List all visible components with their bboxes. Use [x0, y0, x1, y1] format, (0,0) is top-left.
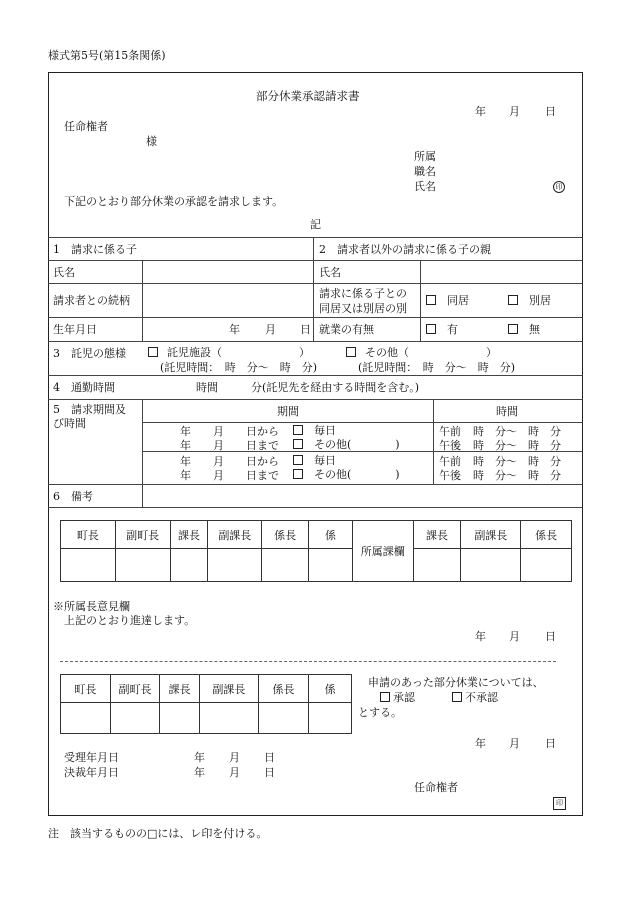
- footnote: 注 該当するものの□には、レ印を付ける。: [48, 827, 268, 840]
- facility-checkbox[interactable]: [148, 347, 158, 357]
- sec1-name-label: 氏名: [53, 266, 75, 279]
- everyday-checkbox-1[interactable]: [293, 425, 303, 435]
- other-period-checkbox-1[interactable]: [293, 439, 303, 449]
- authority-label: 任命権者: [414, 781, 458, 794]
- sec1-header: 1 請求に係る子: [53, 243, 137, 256]
- addressee-honorific: 様: [146, 135, 157, 148]
- cohabit-option[interactable]: 同居: [426, 295, 469, 306]
- decision-year: 年: [475, 737, 486, 750]
- date-year: 年: [475, 105, 486, 118]
- sec3-label: 3 託児の態様: [53, 347, 126, 360]
- approve-option[interactable]: 承認: [380, 692, 415, 703]
- separate-option[interactable]: 別居: [508, 295, 551, 306]
- employment-no-checkbox[interactable]: [508, 324, 518, 334]
- received-month: 月: [229, 751, 240, 764]
- sec2-header: 2 請求者以外の請求に係る子の親: [319, 243, 491, 256]
- time-range-4: 時 分〜 時 分: [473, 469, 561, 482]
- employment-no-option[interactable]: 無: [508, 324, 540, 335]
- other-checkbox[interactable]: [346, 347, 356, 357]
- applicant-position-label: 職名: [414, 165, 436, 178]
- sec4-label: 4 通勤時間: [53, 381, 115, 394]
- childcare-other-option[interactable]: その他（ ）: [346, 347, 497, 358]
- opinion-day: 日: [545, 630, 556, 643]
- employment-label: 就業の有無: [319, 323, 374, 336]
- received-day: 日: [264, 751, 275, 764]
- time-range-3: 時 分〜 時 分: [473, 455, 561, 468]
- period-row-1: 年 月 日から: [180, 425, 279, 438]
- sec5-label-2: び時間: [53, 417, 86, 430]
- approve-checkbox[interactable]: [380, 692, 390, 702]
- authority-seal-icon: 印: [553, 797, 566, 810]
- cut-line: [60, 661, 556, 662]
- seal-table-1: 町長 副町長 課長 副課長 係長 係 所属課欄 課長 副課長 係長: [60, 520, 572, 582]
- applicant-affiliation-label: 所属: [414, 150, 436, 163]
- sec5-label-1: 5 請求期間及: [53, 403, 126, 416]
- ampm-1: 午前: [439, 425, 461, 438]
- reject-checkbox[interactable]: [452, 692, 462, 702]
- period-row-2: 年 月 日まで: [180, 439, 279, 452]
- other-time: (託児時間： 時 分〜 時 分): [358, 361, 516, 374]
- request-text: 下記のとおり部分休業の承認を請求します。: [64, 195, 284, 208]
- sec1-relation-label: 請求者との続柄: [53, 294, 130, 307]
- birth-year: 年: [229, 323, 240, 336]
- opinion-title: ※所属長意見欄: [53, 600, 130, 613]
- period-row-3: 年 月 日から: [180, 455, 279, 468]
- applicant-name-label: 氏名: [414, 180, 436, 193]
- decision-line3: とする。: [358, 706, 402, 719]
- commute-time-text: 時間 分(託児先を経由する時間を含む。): [196, 381, 420, 394]
- childcare-facility-option[interactable]: 託児施設（ ）: [148, 347, 310, 358]
- period-row-4: 年 月 日まで: [180, 469, 279, 482]
- other-option-2[interactable]: その他( ): [293, 469, 400, 480]
- opinion-month: 月: [509, 630, 520, 643]
- decision-day: 日: [545, 737, 556, 750]
- sec2-name-label: 氏名: [319, 266, 341, 279]
- time-range-2: 時 分〜 時 分: [473, 439, 561, 452]
- period-header: 期間: [277, 405, 299, 418]
- everyday-checkbox-2[interactable]: [293, 455, 303, 465]
- birth-day: 日: [300, 323, 311, 336]
- received-year: 年: [194, 751, 205, 764]
- applicant-seal-icon: 印: [553, 181, 565, 193]
- decision-month: 月: [509, 737, 520, 750]
- seal-table-2: 町長 副町長 課長 副課長 係長 係: [60, 674, 352, 734]
- employment-yes-option[interactable]: 有: [426, 324, 458, 335]
- date-day: 日: [545, 105, 556, 118]
- opinion-text: 上記のとおり進達します。: [64, 614, 196, 627]
- ampm-4: 午後: [439, 469, 461, 482]
- sec2-living-label-1: 請求に係る子との: [319, 287, 407, 300]
- ampm-2: 午後: [439, 439, 461, 452]
- ki-label: 記: [310, 218, 321, 231]
- reject-option[interactable]: 不承認: [452, 692, 498, 703]
- decision-line1: 申請のあった部分休業については、: [368, 676, 544, 689]
- birth-label: 生年月日: [53, 323, 97, 336]
- form-number: 様式第5号(第15条関係): [48, 49, 166, 62]
- opinion-year: 年: [475, 630, 486, 643]
- employment-yes-checkbox[interactable]: [426, 324, 436, 334]
- sec6-label: 6 備考: [53, 490, 93, 503]
- facility-time: (託児時間： 時 分〜 時 分): [160, 361, 318, 374]
- time-range-1: 時 分〜 時 分: [473, 425, 561, 438]
- time-header: 時間: [496, 405, 518, 418]
- everyday-option-2[interactable]: 毎日: [293, 455, 336, 466]
- birth-month: 月: [265, 323, 276, 336]
- date-month: 月: [509, 105, 520, 118]
- addressee: 任命権者: [64, 120, 108, 133]
- decided-day: 日: [264, 766, 275, 779]
- received-date-label: 受理年月日: [64, 751, 119, 764]
- decided-date-label: 決裁年月日: [64, 766, 119, 779]
- separate-checkbox[interactable]: [508, 295, 518, 305]
- other-period-checkbox-2[interactable]: [293, 469, 303, 479]
- other-option-1[interactable]: その他( ): [293, 439, 400, 450]
- decided-year: 年: [194, 766, 205, 779]
- cohabit-checkbox[interactable]: [426, 295, 436, 305]
- form-title: 部分休業承認請求書: [256, 89, 360, 103]
- decided-month: 月: [229, 766, 240, 779]
- sec2-living-label-2: 同居又は別居の別: [319, 302, 407, 315]
- everyday-option-1[interactable]: 毎日: [293, 425, 336, 436]
- ampm-3: 午前: [439, 455, 461, 468]
